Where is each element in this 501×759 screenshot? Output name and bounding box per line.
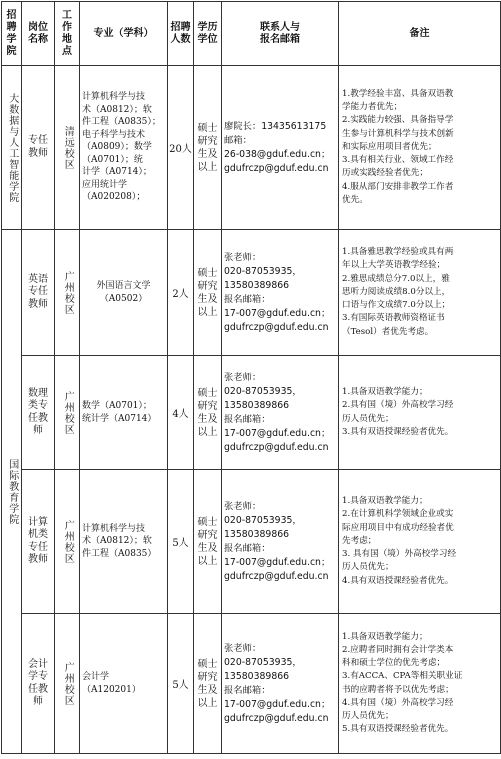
contact-cell: 张老师： 020-87053935， 13580389866 报名邮箱： 17-007@gduf.edu.cn； gdufrczp@gduf.edu.cn	[222, 356, 339, 470]
table-row	[2, 614, 501, 754]
header-row	[2, 2, 501, 66]
major-cell: 会计学 （A120201）	[80, 614, 168, 754]
header-remarks: 备注	[339, 2, 501, 66]
count-cell: 5人	[168, 470, 194, 614]
header-contact: 联系人与 报名邮箱	[222, 2, 339, 66]
post-cell: 会计 学专 任教 师	[22, 614, 55, 754]
recruitment-table	[1, 1, 501, 754]
college-name: 大数据与人工智能学院	[6, 92, 18, 203]
header-major: 专业（学科）	[80, 2, 168, 66]
location-cell: 清远校区	[55, 66, 80, 230]
header-count: 招聘 人数	[168, 2, 194, 66]
remarks-cell: 1.具备双语教学能力； 2.具有国（境）外高校学习经 历人员优先； 3.具有双语授课经验者优先。	[339, 356, 501, 470]
degree-cell: 硕士 研究 生及 以上	[194, 66, 222, 230]
location-cell: 广州校区	[55, 230, 80, 356]
table-row	[2, 66, 501, 230]
location-cell: 广州校区	[55, 614, 80, 754]
table-row	[2, 470, 501, 614]
contact-cell: 张老师： 020-87053935， 13580389866 报名邮箱： 17-007@gduf.edu.cn； gdufrczp@gduf.edu.cn	[222, 470, 339, 614]
header-degree: 学历 学位	[194, 2, 222, 66]
count-cell: 4人	[168, 356, 194, 470]
degree-cell: 硕士 研究 生及 以上	[194, 356, 222, 470]
header-location: 工 作 地 点	[55, 2, 80, 66]
remarks-cell: 1.具备雅思教学经验或具有两 年以上大学英语教学经验； 2.雅思成绩总分7.0以上，雅 思听力阅读成绩8.0分以上， 口语与作文成绩7.0分以上； 3.有国际英语教师资格证书 （Tesol）者优先考虑。	[339, 230, 501, 356]
table-row	[2, 356, 501, 470]
location-cell: 广州校区	[55, 356, 80, 470]
post-cell: 计算 机类 专任 教师	[22, 470, 55, 614]
remarks-cell: 1.具备双语教学能力； 2.在计算机科学领域企业或实 际应用项目中有成功经验者优 先考虑； 3. 具有国（境）外高校学习经 历人员优先； 4.具有双语授课经验者优先。	[339, 470, 501, 614]
major-cell: 外国语言文学 （A0502）	[80, 230, 168, 356]
major-cell: 计算机科学与技 术（A0812）；软 件工程（A0835）	[80, 470, 168, 614]
major-cell: 计算机科学与技 术（A0812）；软 件工程（A0835）； 电子科学与技术 （A0809）；数学 （A0701）；统 计学（A0714）； 应用统计学 （A020208）；	[80, 66, 168, 230]
post-cell: 英语 专任 教师	[22, 230, 55, 356]
header-post: 岗位 名称	[22, 2, 55, 66]
header-college: 招 聘 学 院	[2, 2, 22, 66]
degree-cell: 硕士 研究 生及 以上	[194, 230, 222, 356]
count-cell: 20人	[168, 66, 194, 230]
location-cell: 广州校区	[55, 470, 80, 614]
degree-cell: 硕士 研究 生及 以上	[194, 614, 222, 754]
college-cell-ai	[2, 66, 22, 230]
contact-cell: 张老师： 020-87053935， 13580389866 报名邮箱： 17-007@gduf.edu.cn； gdufrczp@gduf.edu.cn	[222, 614, 339, 754]
degree-cell: 硕士 研究 生及 以上	[194, 470, 222, 614]
major-cell: 数学（A0701）； 统计学（A0714）	[80, 356, 168, 470]
college-name: 国际教育学院	[6, 458, 18, 525]
remarks-cell: 1.具备双语教学能力； 2.应聘者同时拥有会计学类本 科和硕士学位的优先考虑； 3.有ACCA、CPA等相关职业证 书的应聘者将予以优先考虑； 4.具有国（境）外高校学习经 历人员优先； 5.具有双语授课经验者优先。	[339, 614, 501, 754]
post-cell: 专任 教师	[22, 66, 55, 230]
post-cell: 数理 类专 任教 师	[22, 356, 55, 470]
contact-cell: 张老师： 020-87053935， 13580389866 报名邮箱： 17-007@gduf.edu.cn； gdufrczp@gduf.edu.cn	[222, 230, 339, 356]
contact-cell: 廖院长：13435613175 邮箱： 26-038@gduf.edu.cn； gdufrczp@gduf.edu.cn	[222, 66, 339, 230]
table-row	[2, 230, 501, 356]
count-cell: 2人	[168, 230, 194, 356]
college-cell-intl	[2, 230, 22, 754]
remarks-cell: 1.教学经验丰富、具备双语教 学能力者优先； 2.实践能力较强、具备指导学 生参与计算机科学与技术创新 和实际应用项目者优先； 3.具有相关行业、领域工作经 历或实践经验者优先； 4.服从部门安排非教学工作者 优先。	[339, 66, 501, 230]
count-cell: 5人	[168, 614, 194, 754]
